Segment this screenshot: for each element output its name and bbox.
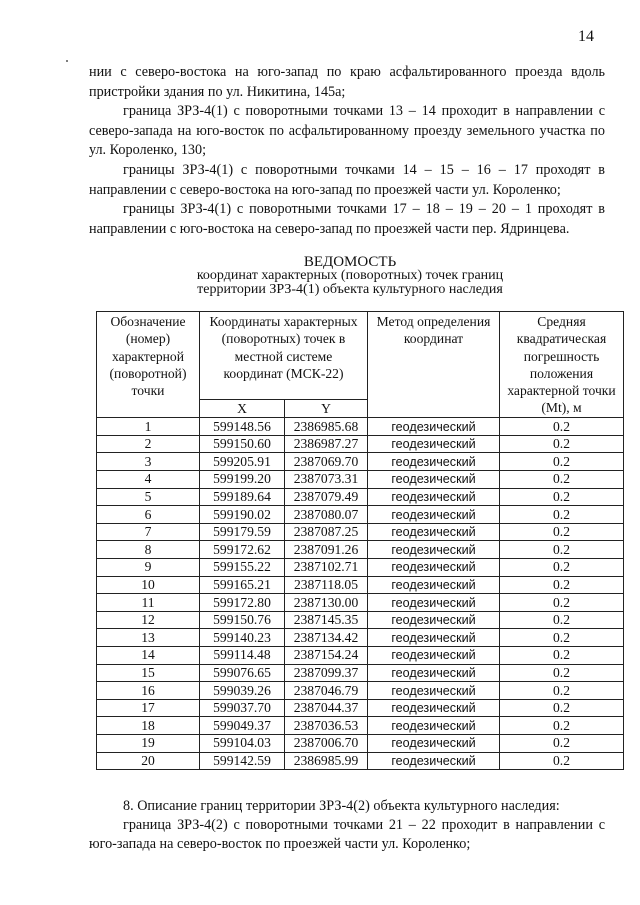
point-number-cell: 10 (97, 576, 200, 594)
point-number-cell: 15 (97, 664, 200, 682)
point-number-cell: 19 (97, 734, 200, 752)
point-number-cell: 1 (97, 418, 200, 436)
x-coordinate-cell: 599148.56 (200, 418, 285, 436)
method-cell: геодезический (368, 699, 500, 717)
table-row (97, 576, 624, 594)
table-row (97, 647, 624, 665)
method-cell: геодезический (368, 418, 500, 436)
x-coordinate-cell: 599199.20 (200, 471, 285, 489)
header-method: Метод определения координат (368, 312, 500, 418)
method-cell: геодезический (368, 576, 500, 594)
scan-speck (66, 60, 68, 62)
header-y: Y (285, 400, 368, 418)
point-number-cell: 7 (97, 523, 200, 541)
x-coordinate-cell: 599190.02 (200, 506, 285, 524)
point-number-cell: 2 (97, 435, 200, 453)
x-coordinate-cell: 599189.64 (200, 488, 285, 506)
table-row (97, 699, 624, 717)
error-cell: 0.2 (500, 629, 624, 647)
point-number-cell: 11 (97, 594, 200, 612)
intro-paragraph-3: границы ЗРЗ-4(1) с поворотными точками 14 – 15 – 16 – 17 проходят в направлении с северо-востока на юго-запад по проезжей части ул. Короленко; (89, 162, 605, 198)
y-coordinate-cell: 2386987.27 (285, 435, 368, 453)
page-number: 14 (578, 28, 594, 45)
error-cell: 0.2 (500, 594, 624, 612)
y-coordinate-cell: 2387134.42 (285, 629, 368, 647)
x-coordinate-cell: 599039.26 (200, 682, 285, 700)
error-cell: 0.2 (500, 523, 624, 541)
table-row (97, 629, 624, 647)
table-row (97, 752, 624, 770)
y-coordinate-cell: 2387154.24 (285, 647, 368, 665)
x-coordinate-cell: 599150.76 (200, 611, 285, 629)
y-coordinate-cell: 2387046.79 (285, 682, 368, 700)
point-number-cell: 20 (97, 752, 200, 770)
error-cell: 0.2 (500, 717, 624, 735)
y-coordinate-cell: 2387102.71 (285, 559, 368, 577)
method-cell: геодезический (368, 506, 500, 524)
section-8-heading: 8. Описание границ территории ЗРЗ-4(2) объекта культурного наследия: (123, 798, 560, 814)
error-cell: 0.2 (500, 541, 624, 559)
method-cell: геодезический (368, 752, 500, 770)
error-cell: 0.2 (500, 611, 624, 629)
x-coordinate-cell: 599179.59 (200, 523, 285, 541)
method-cell: геодезический (368, 523, 500, 541)
error-cell: 0.2 (500, 699, 624, 717)
method-cell: геодезический (368, 647, 500, 665)
y-coordinate-cell: 2387118.05 (285, 576, 368, 594)
table-row (97, 594, 624, 612)
table-row (97, 664, 624, 682)
table-title (90, 255, 610, 297)
x-coordinate-cell: 599114.48 (200, 647, 285, 665)
method-cell: геодезический (368, 682, 500, 700)
x-coordinate-cell: 599076.65 (200, 664, 285, 682)
table-title-line1: координат характерных (поворотных) точек границ (196, 268, 504, 283)
table-title-main: ВЕДОМОСТЬ (303, 254, 397, 270)
error-cell: 0.2 (500, 506, 624, 524)
x-coordinate-cell: 599205.91 (200, 453, 285, 471)
error-cell: 0.2 (500, 682, 624, 700)
x-coordinate-cell: 599104.03 (200, 734, 285, 752)
y-coordinate-cell: 2387079.49 (285, 488, 368, 506)
header-coordinates: Координаты характерных (поворотных) точек в местной системе координат (МСК-22) (200, 312, 368, 400)
header-designation: Обозначение (номер) характерной (поворотной) точки (97, 312, 200, 418)
table-title-line2: территории ЗРЗ-4(1) объекта культурного наследия (197, 282, 503, 297)
table-row (97, 488, 624, 506)
y-coordinate-cell: 2387130.00 (285, 594, 368, 612)
point-number-cell: 5 (97, 488, 200, 506)
table-row (97, 435, 624, 453)
y-coordinate-cell: 2387145.35 (285, 611, 368, 629)
point-number-cell: 6 (97, 506, 200, 524)
method-cell: геодезический (368, 541, 500, 559)
method-cell: геодезический (368, 717, 500, 735)
x-coordinate-cell: 599140.23 (200, 629, 285, 647)
error-cell: 0.2 (500, 435, 624, 453)
intro-paragraph-4: границы ЗРЗ-4(1) с поворотными точками 17 – 18 – 19 – 20 – 1 проходят в направлении с юго-востока на северо-запад по проезжей части пер. Ядринцева. (89, 201, 605, 237)
method-cell: геодезический (368, 664, 500, 682)
point-number-cell: 3 (97, 453, 200, 471)
method-cell: геодезический (368, 471, 500, 489)
point-number-cell: 13 (97, 629, 200, 647)
x-coordinate-cell: 599165.21 (200, 576, 285, 594)
error-cell: 0.2 (500, 734, 624, 752)
error-cell: 0.2 (500, 664, 624, 682)
y-coordinate-cell: 2387087.25 (285, 523, 368, 541)
y-coordinate-cell: 2387006.70 (285, 734, 368, 752)
table-row (97, 611, 624, 629)
table-row (97, 734, 624, 752)
y-coordinate-cell: 2387069.70 (285, 453, 368, 471)
error-cell: 0.2 (500, 752, 624, 770)
x-coordinate-cell: 599150.60 (200, 435, 285, 453)
point-number-cell: 4 (97, 471, 200, 489)
table-row (97, 717, 624, 735)
error-cell: 0.2 (500, 559, 624, 577)
method-cell: геодезический (368, 488, 500, 506)
table-row (97, 559, 624, 577)
method-cell: геодезический (368, 629, 500, 647)
error-cell: 0.2 (500, 418, 624, 436)
intro-paragraph-2: граница ЗРЗ-4(1) с поворотными точками 13 – 14 проходит в направлении с северо-запада на юго-восток по асфальтированному проезду земельного участка по ул. Короленко, 130; (89, 103, 605, 159)
method-cell: геодезический (368, 453, 500, 471)
table-row (97, 471, 624, 489)
y-coordinate-cell: 2387036.53 (285, 717, 368, 735)
x-coordinate-cell: 599155.22 (200, 559, 285, 577)
method-cell: геодезический (368, 611, 500, 629)
point-number-cell: 12 (97, 611, 200, 629)
table-row (97, 453, 624, 471)
x-coordinate-cell: 599037.70 (200, 699, 285, 717)
x-coordinate-cell: 599049.37 (200, 717, 285, 735)
table-row (97, 541, 624, 559)
point-number-cell: 17 (97, 699, 200, 717)
method-cell: геодезический (368, 559, 500, 577)
point-number-cell: 9 (97, 559, 200, 577)
error-cell: 0.2 (500, 576, 624, 594)
y-coordinate-cell: 2387073.31 (285, 471, 368, 489)
y-coordinate-cell: 2387099.37 (285, 664, 368, 682)
header-x: X (200, 400, 285, 418)
error-cell: 0.2 (500, 471, 624, 489)
point-number-cell: 16 (97, 682, 200, 700)
method-cell: геодезический (368, 594, 500, 612)
intro-paragraph-1: нии с северо-востока на юго-запад по краю асфальтированного проезда вдоль пристройки здания по ул. Никитина, 145а; (89, 64, 605, 100)
coordinates-table (96, 311, 624, 770)
header-error: Средняя квадратическая погрешность положения характерной точки (Mt), м (500, 312, 624, 418)
y-coordinate-cell: 2386985.68 (285, 418, 368, 436)
point-number-cell: 8 (97, 541, 200, 559)
method-cell: геодезический (368, 435, 500, 453)
error-cell: 0.2 (500, 647, 624, 665)
point-number-cell: 18 (97, 717, 200, 735)
y-coordinate-cell: 2387044.37 (285, 699, 368, 717)
error-cell: 0.2 (500, 488, 624, 506)
method-cell: геодезический (368, 734, 500, 752)
table-row (97, 506, 624, 524)
x-coordinate-cell: 599172.62 (200, 541, 285, 559)
y-coordinate-cell: 2386985.99 (285, 752, 368, 770)
x-coordinate-cell: 599142.59 (200, 752, 285, 770)
y-coordinate-cell: 2387091.26 (285, 541, 368, 559)
error-cell: 0.2 (500, 453, 624, 471)
point-number-cell: 14 (97, 647, 200, 665)
section-8-paragraph: граница ЗРЗ-4(2) с поворотными точками 21 – 22 проходит в направлении с юго-запада на северо-восток по проезжей части ул. Короленко; (89, 817, 605, 853)
table-row (97, 682, 624, 700)
y-coordinate-cell: 2387080.07 (285, 506, 368, 524)
table-row (97, 523, 624, 541)
x-coordinate-cell: 599172.80 (200, 594, 285, 612)
table-row (97, 418, 624, 436)
